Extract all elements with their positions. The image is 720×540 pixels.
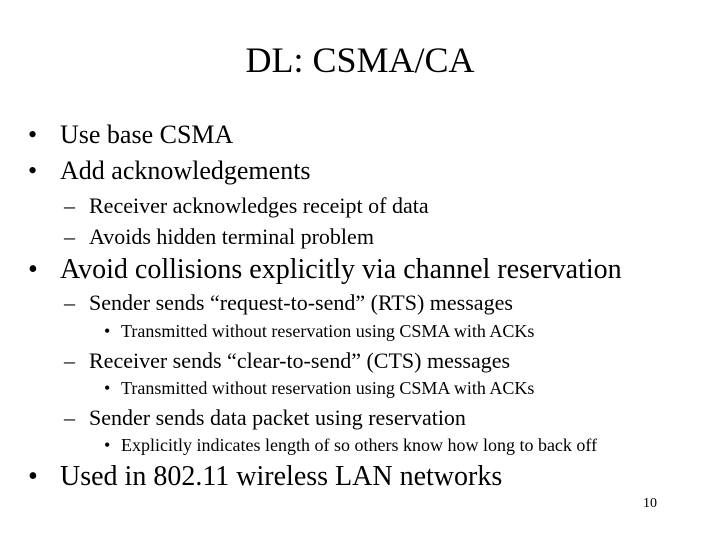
bullet-add-acknowledgements <box>28 156 311 186</box>
dash-marker: – <box>64 224 75 249</box>
bullet-marker: • <box>104 435 111 455</box>
bullet-marker: • <box>28 156 38 185</box>
dash-marker: – <box>64 290 75 315</box>
sub-bullet-receiver-acknowledges <box>64 193 429 219</box>
bullet-use-base-csma <box>28 120 233 150</box>
bullet-text: Use base CSMA <box>60 120 234 149</box>
bullet-used-in-80211 <box>28 462 502 492</box>
bullet-marker: • <box>104 321 111 341</box>
sub-bullet-text: Receiver acknowledges receipt of data <box>89 193 429 218</box>
sub-sub-bullet-text: Transmitted without reservation using CSMA with ACKs <box>121 378 535 398</box>
bullet-avoid-collisions <box>28 255 622 285</box>
sub-bullet-sender-data-packet <box>64 405 466 431</box>
bullet-marker: • <box>28 461 38 492</box>
bullet-marker: • <box>28 254 38 285</box>
page-number: 10 <box>643 496 657 511</box>
sub-sub-bullet-text: Explicitly indicates length of so others know how long to back off <box>121 435 598 455</box>
slide-title: DL: CSMA/CA <box>245 40 475 80</box>
sub-bullet-text: Sender sends data packet using reservation <box>89 405 466 430</box>
bullet-text: Add acknowledgements <box>60 156 311 185</box>
sub-bullet-text: Avoids hidden terminal problem <box>89 224 374 249</box>
bullet-text: Avoid collisions explicitly via channel reservation <box>60 254 622 285</box>
sub-bullet-receiver-cts <box>64 348 510 374</box>
sub-bullet-avoids-hidden-terminal <box>64 224 374 250</box>
sub-sub-bullet-rts-transmitted <box>104 320 534 342</box>
sub-bullet-text: Sender sends “request-to-send” (RTS) messages <box>89 290 513 315</box>
bullet-marker: • <box>104 378 111 398</box>
sub-bullet-text: Receiver sends “clear-to-send” (CTS) messages <box>89 348 511 373</box>
sub-sub-bullet-cts-transmitted <box>104 377 534 399</box>
sub-sub-bullet-explicitly-indicates <box>104 434 597 456</box>
sub-bullet-sender-rts <box>64 290 513 316</box>
sub-sub-bullet-text: Transmitted without reservation using CSMA with ACKs <box>121 321 535 341</box>
bullet-marker: • <box>28 120 38 149</box>
dash-marker: – <box>64 348 75 373</box>
dash-marker: – <box>64 193 75 218</box>
dash-marker: – <box>64 405 75 430</box>
bullet-text: Used in 802.11 wireless LAN networks <box>60 461 503 492</box>
